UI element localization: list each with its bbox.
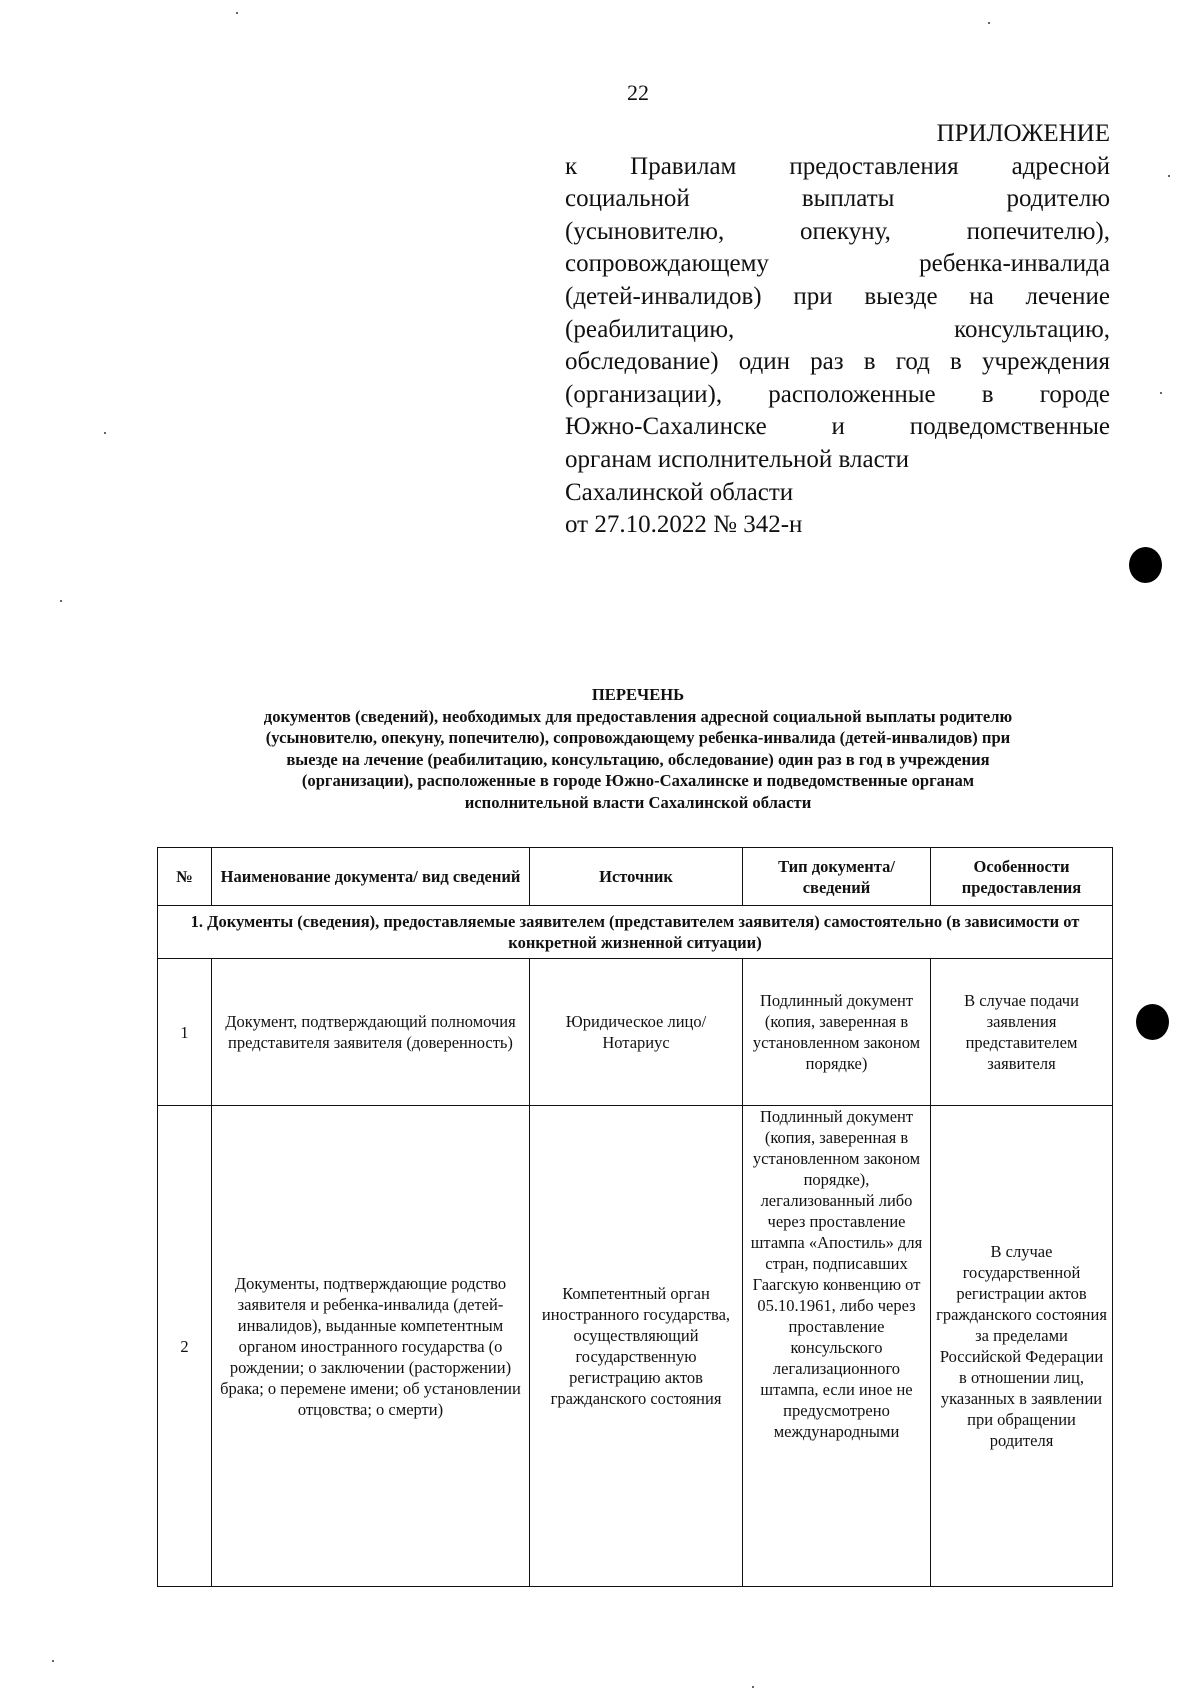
cell-notes: В случае подачи заявления представителем заявителя	[931, 959, 1113, 1106]
appendix-line: органам исполнительной власти	[565, 445, 910, 473]
table-row	[158, 959, 1113, 1106]
cell-document-type: Подлинный документ (копия, заверенная в установленном законом порядке), легализованный либо через проставление штампа «Апостиль» для стран, подписавших Гаагскую конвенцию от 05.10.1961, либо через проставление консульского легализационного штампа, если иное не предусмотрено международными	[743, 1106, 931, 1587]
page-number: 22	[627, 80, 649, 105]
scan-speck	[104, 432, 106, 434]
section-row	[158, 906, 1113, 959]
appendix-line: социальной выплаты родителю	[565, 185, 1110, 213]
heading-line: выезде на лечение (реабилитацию, консультацию, обследование) один раз в год в учреждения	[286, 749, 990, 769]
appendix-line: (детей-инвалидов) при выезде на лечение	[565, 282, 1110, 310]
cell-document-type: Подлинный документ (копия, заверенная в установленном законом порядке)	[743, 959, 931, 1106]
cell-source: Юридическое лицо/ Нотариус	[530, 959, 743, 1106]
heading-line: исполнительной власти Сахалинской области	[464, 792, 812, 812]
scan-speck	[236, 12, 238, 14]
header-document-type: Тип документа/ сведений	[743, 848, 931, 906]
scan-speck	[988, 22, 990, 24]
scan-speck	[60, 600, 62, 602]
punch-hole-mark	[1136, 1004, 1169, 1040]
appendix-line: Южно-Сахалинске и подведомственные	[565, 413, 1110, 441]
heading-line: документов (сведений), необходимых для предоставления адресной социальной выплаты родителю	[263, 706, 1013, 726]
cell-number: 1	[158, 959, 212, 1106]
appendix-block	[565, 118, 1110, 542]
appendix-line: обследование) один раз в год в учреждения	[565, 348, 1110, 376]
heading-line: (усыновителю, опекуну, попечителю), сопровождающему ребенка-инвалида (детей-инвалидов) при	[265, 728, 1011, 747]
cell-document-name: Документ, подтверждающий полномочия представителя заявителя (доверенность)	[212, 959, 530, 1106]
header-notes: Особенности предоставления	[931, 848, 1113, 906]
section-title: 1. Документы (сведения), предоставляемые заявителем (представителем заявителя) самостоятельно (в зависимости от конкретной жизненной ситуации)	[158, 906, 1113, 959]
header-source: Источник	[530, 848, 743, 906]
appendix-line: к Правилам предоставления адресной	[565, 152, 1110, 180]
cell-source: Компетентный орган иностранного государства, осуществляющий государственную регистрацию актов гражданского состояния	[530, 1106, 743, 1587]
appendix-line: сопровождающему ребенка-инвалида	[565, 250, 1110, 278]
scan-speck	[752, 1686, 754, 1688]
heading-line: (организации), расположенные в городе Южно-Сахалинске и подведомственные органам	[301, 771, 975, 790]
scan-speck	[52, 1660, 54, 1662]
appendix-line: от 27.10.2022 № 342-н	[565, 511, 803, 539]
header-number: №	[158, 848, 212, 906]
appendix-line: (реабилитацию, консультацию,	[565, 315, 1110, 343]
cell-number: 2	[158, 1106, 212, 1587]
appendix-line: Сахалинской области	[565, 478, 794, 506]
list-heading	[150, 684, 1126, 813]
header-document-name: Наименование документа/ вид сведений	[212, 848, 530, 906]
table-row	[158, 1106, 1113, 1587]
table-header-row	[158, 848, 1113, 906]
appendix-title: ПРИЛОЖЕНИЕ	[936, 120, 1110, 147]
cell-document-name: Документы, подтверждающие родство заявителя и ребенка-инвалида (детей-инвалидов), выданные компетентным органом иностранного государства (о рождении; о заключении (расторжении) брака; о перемене имени; об установлении отцовства; о смерти)	[212, 1106, 530, 1587]
scan-speck	[1168, 175, 1170, 177]
appendix-line: (усыновителю, опекуну, попечителю),	[565, 217, 1110, 245]
appendix-line: (организации), расположенные в городе	[565, 380, 1110, 408]
cell-notes: В случае государственной регистрации актов гражданского состояния за пределами Российской Федерации в отношении лиц, указанных в заявлении при обращении родителя	[931, 1106, 1113, 1587]
documents-table	[157, 847, 1113, 1587]
heading-title: ПЕРЕЧЕНЬ	[591, 685, 685, 704]
appendix-body	[565, 151, 1110, 542]
punch-hole-mark	[1129, 547, 1162, 583]
scan-speck	[1160, 392, 1162, 394]
